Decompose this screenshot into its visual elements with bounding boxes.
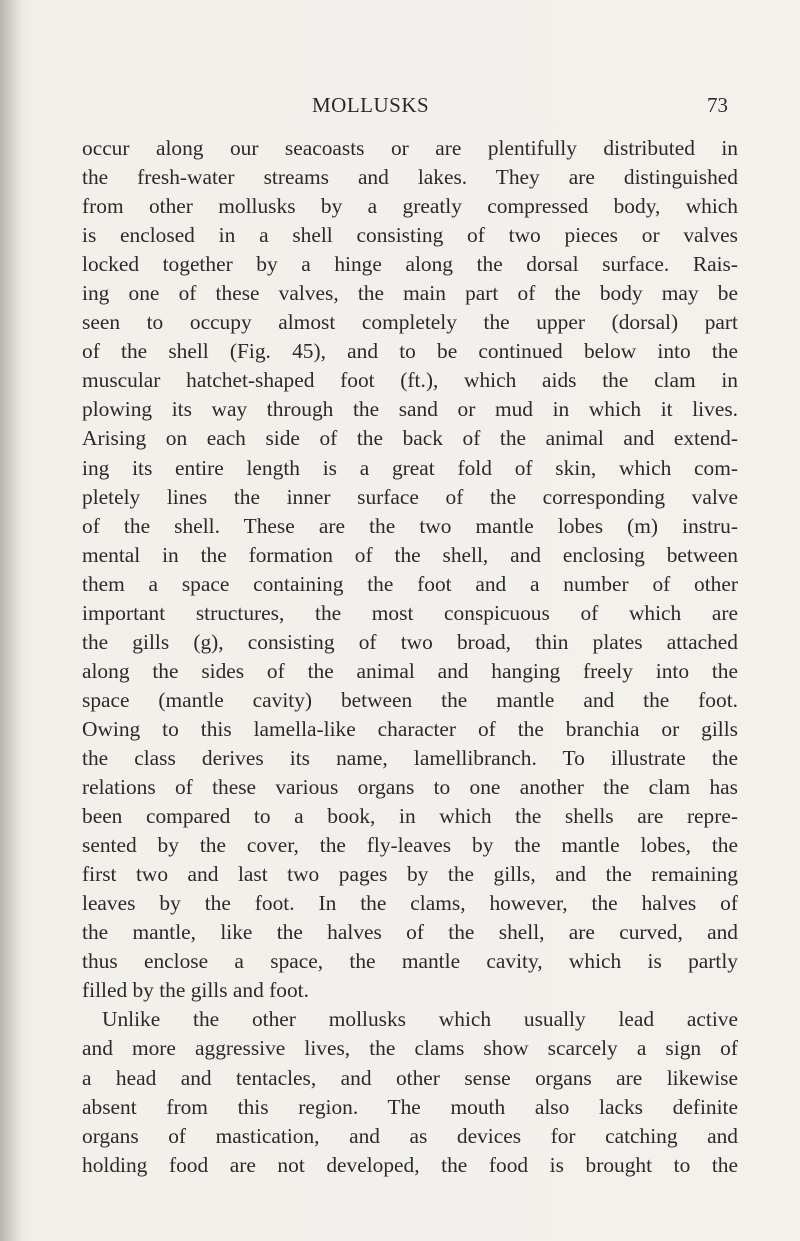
text-line: the mantle, like the halves of the shell, are curved, and [82,920,738,945]
text-line: occur along our seacoasts or are plentifully distributed in [82,136,738,160]
text-line: the class derives its name, lamellibranch. To illustrate the [82,745,738,770]
text-line: is enclosed in a shell consisting of two pieces or valves [82,223,738,248]
text-line: the fresh-water streams and lakes. They are distinguished [82,165,738,190]
text-line: Owing to this lamella-like character of the branchia or gills [82,716,738,741]
text-line: thus enclose a space, the mantle cavity, which is partly [82,949,738,974]
text-line: organs of mastication, and as devices for catching and [82,1123,738,1148]
text-line: a head and tentacles, and other sense organs are likewise [82,1065,738,1090]
text-line: been compared to a book, in which the shells are repre- [82,804,738,829]
paragraph-1 [82,134,738,1005]
binding-gutter-shadow [0,0,22,1241]
text-line: from other mollusks by a greatly compressed body, which [82,194,738,219]
text-line: ing one of these valves, the main part of the body may be [82,281,738,306]
text-line: locked together by a hinge along the dorsal surface. Rais- [82,252,738,277]
text-line: seen to occupy almost completely the upper (dorsal) part [82,310,738,335]
text-line: of the shell. These are the two mantle lobes (m) instru- [82,513,738,538]
text-line: sented by the cover, the fly-leaves by the mantle lobes, the [82,833,738,858]
text-line: important structures, the most conspicuous of which are [82,600,738,625]
text-line: of the shell (Fig. 45), and to be continued below into the [82,339,738,364]
text-line: relations of these various organs to one another the clam has [82,775,738,800]
text-line: Unlike the other mollusks which usually lead active [102,1007,738,1032]
text-line: mental in the formation of the shell, and enclosing between [82,542,738,567]
text-line: space (mantle cavity) between the mantle and the foot. [82,687,738,712]
text-line: plowing its way through the sand or mud in which it lives. [82,397,738,422]
text-line: the gills (g), consisting of two broad, thin plates attached [82,629,738,654]
text-line: absent from this region. The mouth also lacks definite [82,1094,738,1119]
text-line: ing its entire length is a great fold of skin, which com- [82,455,738,480]
text-line: filled by the gills and foot. [82,978,309,1003]
text-line: Arising on each side of the back of the animal and extend- [82,426,738,451]
text-line: pletely lines the inner surface of the corresponding valve [82,484,738,509]
text-line: first two and last two pages by the gills, and the remaining [82,862,738,887]
text-line: leaves by the foot. In the clams, however, the halves of [82,891,738,916]
body-text [82,134,738,1180]
page-number: 73 [707,93,728,117]
running-head [0,93,800,123]
paragraph-2 [82,1005,738,1179]
text-line: muscular hatchet-shaped foot (ft.), which aids the clam in [82,368,738,393]
text-line: along the sides of the animal and hanging freely into the [82,658,738,683]
running-title: MOLLUSKS [312,93,430,117]
text-line: and more aggressive lives, the clams show scarcely a sign of [82,1036,738,1061]
text-line: holding food are not developed, the food is brought to the [82,1152,738,1177]
text-line: them a space containing the foot and a number of other [82,571,738,596]
